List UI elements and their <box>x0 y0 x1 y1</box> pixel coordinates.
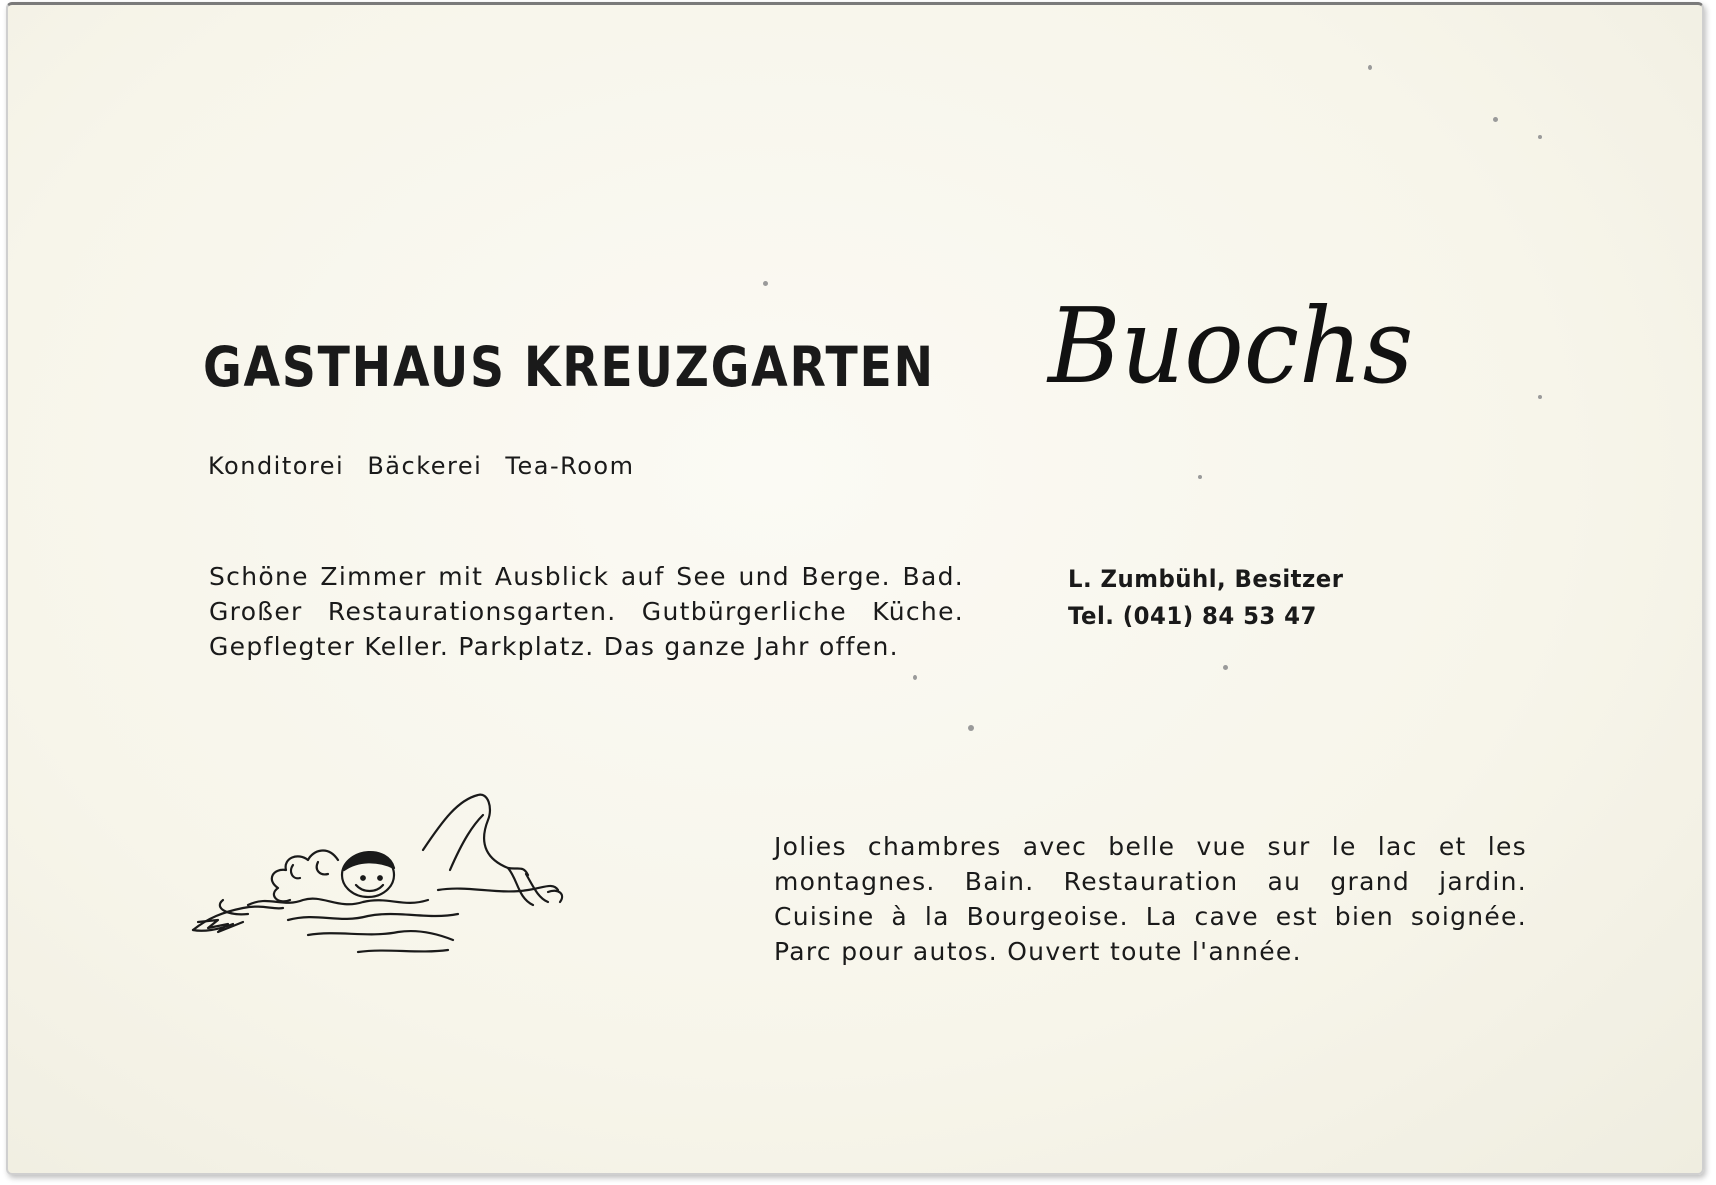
speck <box>1198 475 1202 479</box>
speck <box>968 725 974 731</box>
services-line: Konditorei Bäckerei Tea-Room <box>208 452 635 480</box>
speck <box>1538 395 1542 399</box>
speck <box>763 281 768 286</box>
description-french: Jolies chambres avec belle vue sur le lac et les montagnes. Bain. Restauration au grand jardin. Cuisine à la Bourgeoise. La cave est bien soignée. Parc pour autos. Ouvert toute l'année. <box>774 832 1527 966</box>
description-german: Schöne Zimmer mit Ausblick auf See und Berge. Bad. Großer Restaurationsgarten. Gutbürgerliche Küche. Gepflegter Keller. Parkplatz. Das ganze Jahr offen. <box>209 562 964 661</box>
swimmer-illustration <box>188 790 608 980</box>
owner-contact <box>1068 561 1358 635</box>
business-name: GASTHAUS KREUZGARTEN <box>203 335 935 399</box>
speck <box>913 675 917 680</box>
town-name: Buochs <box>1048 285 1414 407</box>
speck <box>1368 65 1372 70</box>
speck <box>1223 665 1228 670</box>
postcard <box>6 2 1704 1175</box>
phone-number: Tel. (041) 84 53 47 <box>1068 602 1317 630</box>
speck <box>1538 135 1542 139</box>
owner-name: L. Zumbühl, Besitzer <box>1068 565 1344 593</box>
speck <box>1493 117 1498 122</box>
